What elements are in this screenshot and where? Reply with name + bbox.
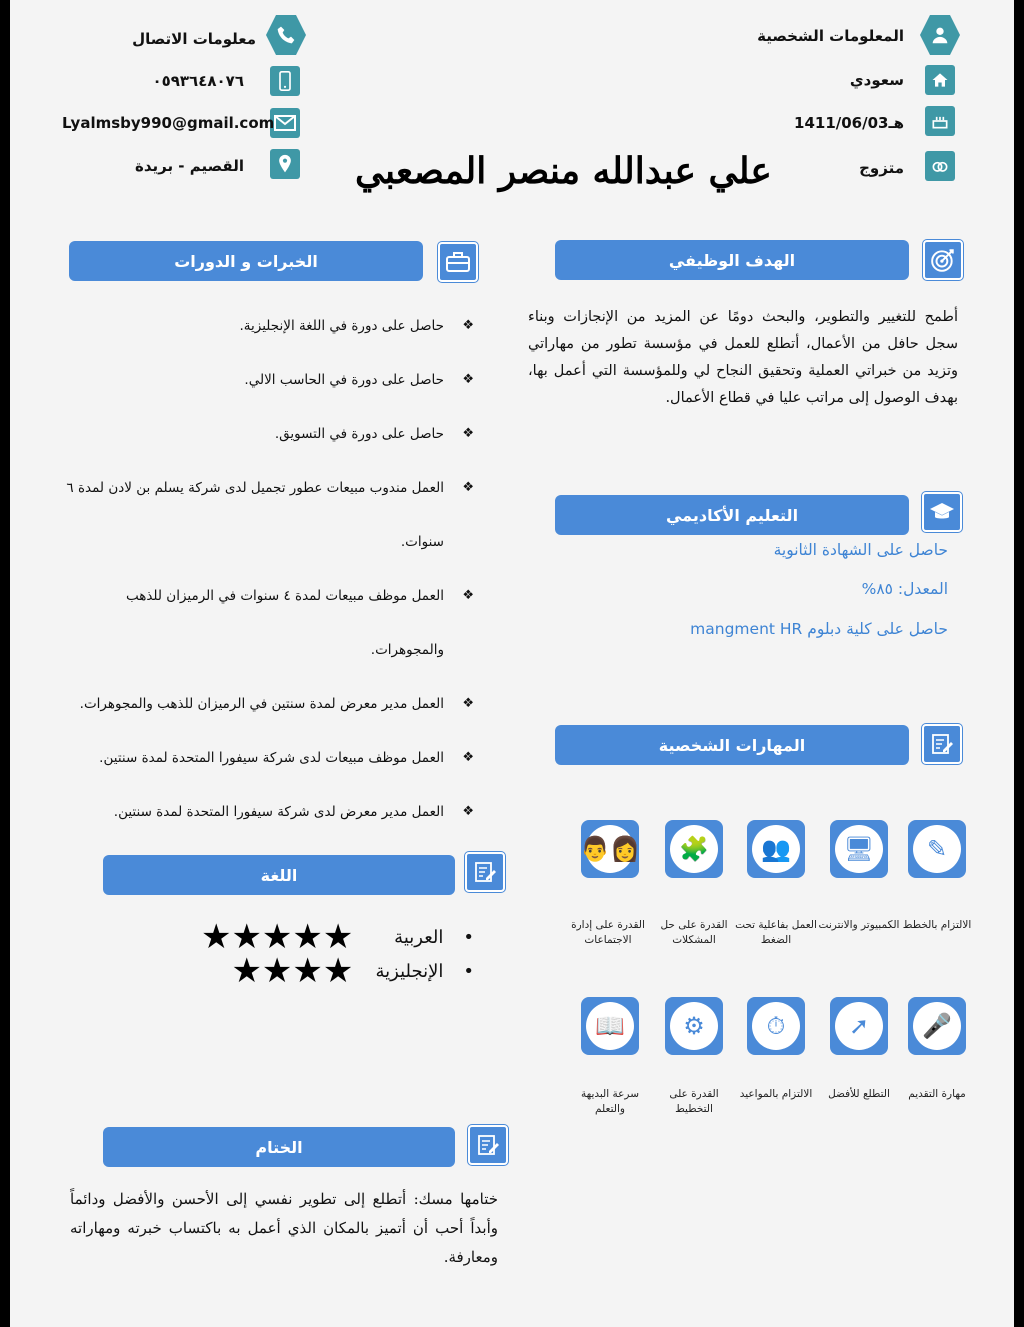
objective-text: أطمح للتغيير والتطوير، والبحث دومًا عن المزيد من الإنجازات وبناء سجل حافل من الأعمال، أتطلع للعمل في مؤسسة تطور من مهاراتي وتزيد من خبراتي العملية وتحقيق النجاح لي وللمؤسسة التي أعمل بها، بهدف الوصول إلى مراتب عليا في قطاع الأعمال. [528, 309, 958, 406]
personal-info-title: المعلومات الشخصية [757, 27, 904, 45]
skill-icon-box [747, 997, 805, 1055]
education-line-3: حاصل على كلية دبلوم mangment HR [690, 620, 948, 638]
location: القصيم - بريدة [134, 157, 244, 175]
nationality: سعودي [849, 71, 904, 89]
cv-page [10, 0, 1014, 1327]
book-icon: 📖 [586, 1002, 634, 1050]
list-item: ❖ حاصل على دورة في التسويق. [44, 407, 474, 461]
rings-icon [925, 151, 955, 181]
birth-date: 1411/06/03هـ [794, 114, 904, 132]
home-icon [925, 65, 955, 95]
edit-note-icon [922, 724, 962, 764]
skill-label: الكمبيوتر والانترنت [818, 919, 900, 931]
email-address[interactable]: Lyalmsby990@gmail.com [62, 114, 275, 132]
education-gpa: المعدل: ٨٥% [861, 580, 948, 598]
skill-label: التطلع للأفضل [828, 1088, 890, 1100]
bullet: • [463, 926, 474, 948]
phone-number[interactable]: ٠٥٩٣٦٤٨٠٧٦ [152, 72, 244, 90]
skill-label: القدرة على حل المشكلات [660, 919, 728, 946]
list-item-continuation: سنوات. [400, 534, 444, 550]
list-item-continuation: والمجوهرات. [370, 642, 444, 658]
list-item: ❖ حاصل على دورة في اللغة الإنجليزية. [44, 299, 474, 353]
list-item: ❖ حاصل على دورة في الحاسب الالي. [44, 353, 474, 407]
closing-header: الختام [103, 1127, 455, 1167]
skill-icon-box [908, 820, 966, 878]
skill-label: القدرة على إدارة الاجتماعات [571, 919, 645, 946]
mobile-icon [270, 66, 300, 96]
list-item: ❖ العمل موظف مبيعات لمدة ٤ سنوات في الرميزان للذهب [44, 569, 474, 623]
objective-header: الهدف الوظيفي [555, 240, 909, 280]
skill-icon-box [747, 820, 805, 878]
location-pin-icon [270, 149, 300, 179]
closing-text: ختامها مسك: أتطلع إلى تطوير نفسي إلى الأحسن والأفضل ودائماً وأبداً أحب أن أتميز بالمكان الذي أعمل به باكتساب خبرته ومهاراته ومعارفة. [70, 1190, 498, 1266]
skill-label: سرعة البديهة والتعلم [580, 1088, 639, 1115]
skill-icon-box [581, 997, 639, 1055]
language-row [231, 951, 474, 991]
skill-label: الالتزام بالخطط [902, 919, 972, 931]
skill-icon-box [665, 997, 723, 1055]
target-icon [923, 240, 963, 280]
user-icon [920, 15, 960, 55]
skills-header: المهارات الشخصية [555, 725, 909, 765]
puzzle-icon: 🧩 [670, 825, 718, 873]
clock-icon: ⏱ [752, 1002, 800, 1050]
brain-icon: ⚙ [670, 1002, 718, 1050]
language-header: اللغة [103, 855, 455, 895]
full-name: علي عبدالله منصر المصعبي [355, 150, 772, 192]
meeting-icon: 👨‍👩 [586, 825, 634, 873]
skill-label: القدرة على التخطيط [669, 1088, 719, 1115]
language-name: العربية [394, 926, 444, 948]
language-name: الإنجليزية [375, 960, 444, 982]
skill-label: العمل بفاعلية تحت الضغط [735, 919, 817, 946]
skill-icon-box [908, 997, 966, 1055]
contact-info-title: معلومات الاتصال [132, 30, 256, 48]
skill-icon-box [830, 820, 888, 878]
marital-status: متزوج [859, 159, 904, 177]
skill-label: مهارة التقديم [908, 1088, 966, 1100]
arrow-icon: ➚ [835, 1002, 883, 1050]
list-item: ❖ العمل مدير معرض لمدة سنتين في الرميزان للذهب والمجوهرات. [44, 677, 474, 731]
education-header: التعليم الأكاديمي [555, 495, 909, 535]
list-item: ❖ العمل مندوب مبيعات عطور تجميل لدى شركة يسلم بن لادن لمدة ٦ [44, 461, 474, 515]
bullet: • [463, 960, 474, 982]
presentation-icon: 🎤 [913, 1002, 961, 1050]
language-row [200, 917, 474, 957]
computer-icon: 🖥 [835, 825, 883, 873]
plan-icon: ✎ [913, 825, 961, 873]
skill-icon-box [581, 820, 639, 878]
skill-label: الالتزام بالمواعيد [739, 1088, 813, 1100]
skill-icon-box [665, 820, 723, 878]
education-line-1: حاصل على الشهادة الثانوية [773, 541, 948, 559]
edit-note-icon [465, 852, 505, 892]
phone-icon [266, 15, 306, 55]
experience-list [44, 299, 474, 839]
team-icon: 👥 [752, 825, 800, 873]
experience-header: الخبرات و الدورات [69, 241, 423, 281]
graduation-cap-icon [922, 492, 962, 532]
star-rating: ★★★★★ [200, 917, 354, 957]
list-item: ❖ العمل موظف مبيعات لدى شركة سيفورا المتحدة لمدة سنتين. [44, 731, 474, 785]
edit-note-icon [468, 1125, 508, 1165]
skill-icon-box [830, 997, 888, 1055]
list-item: ❖ العمل مدير معرض لدى شركة سيفورا المتحدة لمدة سنتين. [44, 785, 474, 839]
briefcase-icon [438, 242, 478, 282]
birthday-cake-icon [925, 106, 955, 136]
star-rating: ★★★★ [231, 951, 354, 991]
email-icon [270, 108, 300, 138]
